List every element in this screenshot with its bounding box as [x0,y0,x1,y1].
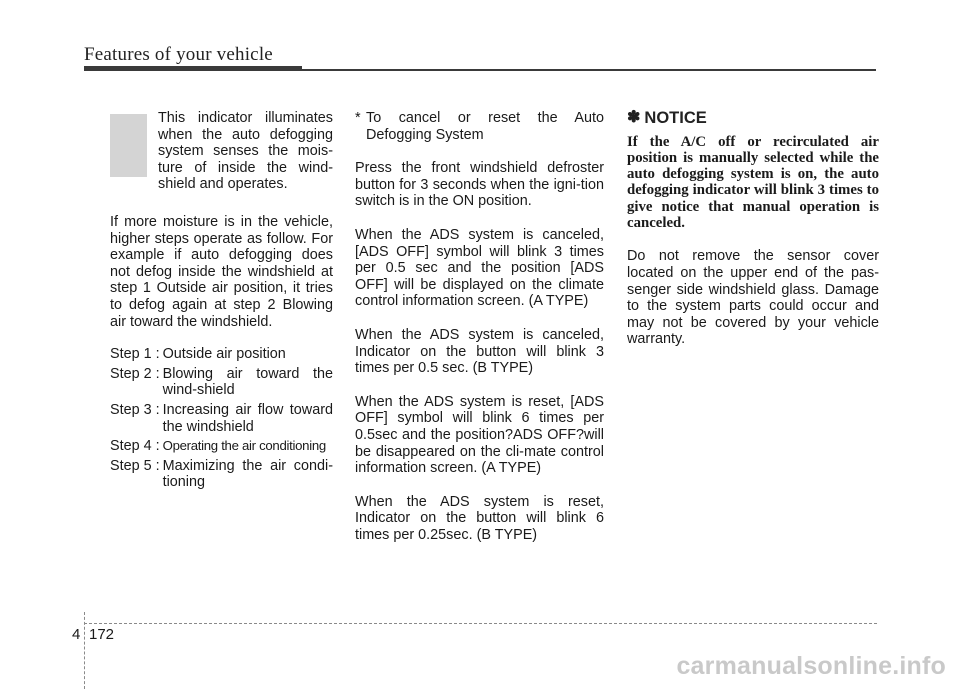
notice-heading [627,110,879,127]
paragraph: When the ADS system is reset, Indicator on the button will blink 6 times per 0.25sec. (B TYPE) [355,493,604,543]
watermark: carmanualsonline.info [676,652,946,680]
section-number: 4 [72,626,81,643]
step-label: Step 4 : [110,438,160,455]
step-text: Maximizing the air condi-tioning [162,457,333,491]
column-3 [627,110,879,348]
steps-list [110,346,333,491]
page-header-title: Features of your vehicle [84,44,273,65]
notice-bold-text: If the A/C off or recirculated air position is manually selected while the auto defogging system is on, the auto defogging indicator will blink 3 times to give notice that manual operation is canceled. [627,133,879,232]
header-rule-thin [302,69,876,71]
step-text: Operating the air conditioning [162,438,326,454]
paragraph: When the ADS system is canceled, Indicator on the button will blink 3 times per 0.5 sec. (B TYPE) [355,326,604,377]
indicator-description: This indicator illuminates when the auto defogging system senses the mois-ture of inside the wind-shield and operates. [158,110,333,193]
step-text: Blowing air toward the wind-shield [162,365,333,399]
page-number: 172 [89,626,115,643]
moisture-paragraph: If more moisture is in the vehicle, higher steps operate as follow. For example if auto defogging does not defog inside the windshield at step 1 Outside air position, it tries to defog again at step 2 Blowing air toward the windshield. [110,214,333,330]
paragraph: When the ADS system is reset, [ADS OFF] symbol will blink 6 times per 0.5sec and the position?ADS OFF?will be disappeared on the cli-mate control information screen. (A TYPE) [355,393,604,477]
footer-divider [84,623,877,624]
notice-title: NOTICE [644,109,707,127]
header-rule-thick [84,66,302,71]
column-2 [355,110,604,543]
footer-vertical-divider [84,612,85,689]
paragraph: When the ADS system is canceled, [ADS OFF] symbol will blink 3 times per 0.5 sec and the position [ADS OFF] will be displayed on the climate control information screen. (A TYPE) [355,226,604,310]
step-label: Step 3 : [110,401,160,418]
step-item [110,458,333,491]
notice-asterisk-icon: ✽ [627,109,641,126]
indicator-image-placeholder [110,114,147,177]
step-label: Step 2 : [110,365,160,382]
step-item [110,346,333,363]
step-label: Step 5 : [110,457,160,474]
notice-paragraph: Do not remove the sensor cover located on the upper end of the pas-senger side windshield glass. Damage to the system parts could occur and may not be covered by your vehicle warranty. [627,248,879,348]
step-label: Step 1 : [110,346,160,363]
step-text: Increasing air flow toward the windshield [162,401,333,435]
column-1 [110,110,333,494]
ads-note [355,110,604,143]
paragraph: Press the front windshield defroster button for 3 seconds when the igni-tion switch is in the ON position. [355,160,604,210]
asterisk-mark: * [355,110,361,126]
step-item [110,438,333,455]
step-text: Outside air position [162,346,286,363]
indicator-block [110,110,333,208]
step-item [110,366,333,399]
note-text: To cancel or reset the Auto Defogging System [366,110,604,143]
step-item [110,402,333,435]
